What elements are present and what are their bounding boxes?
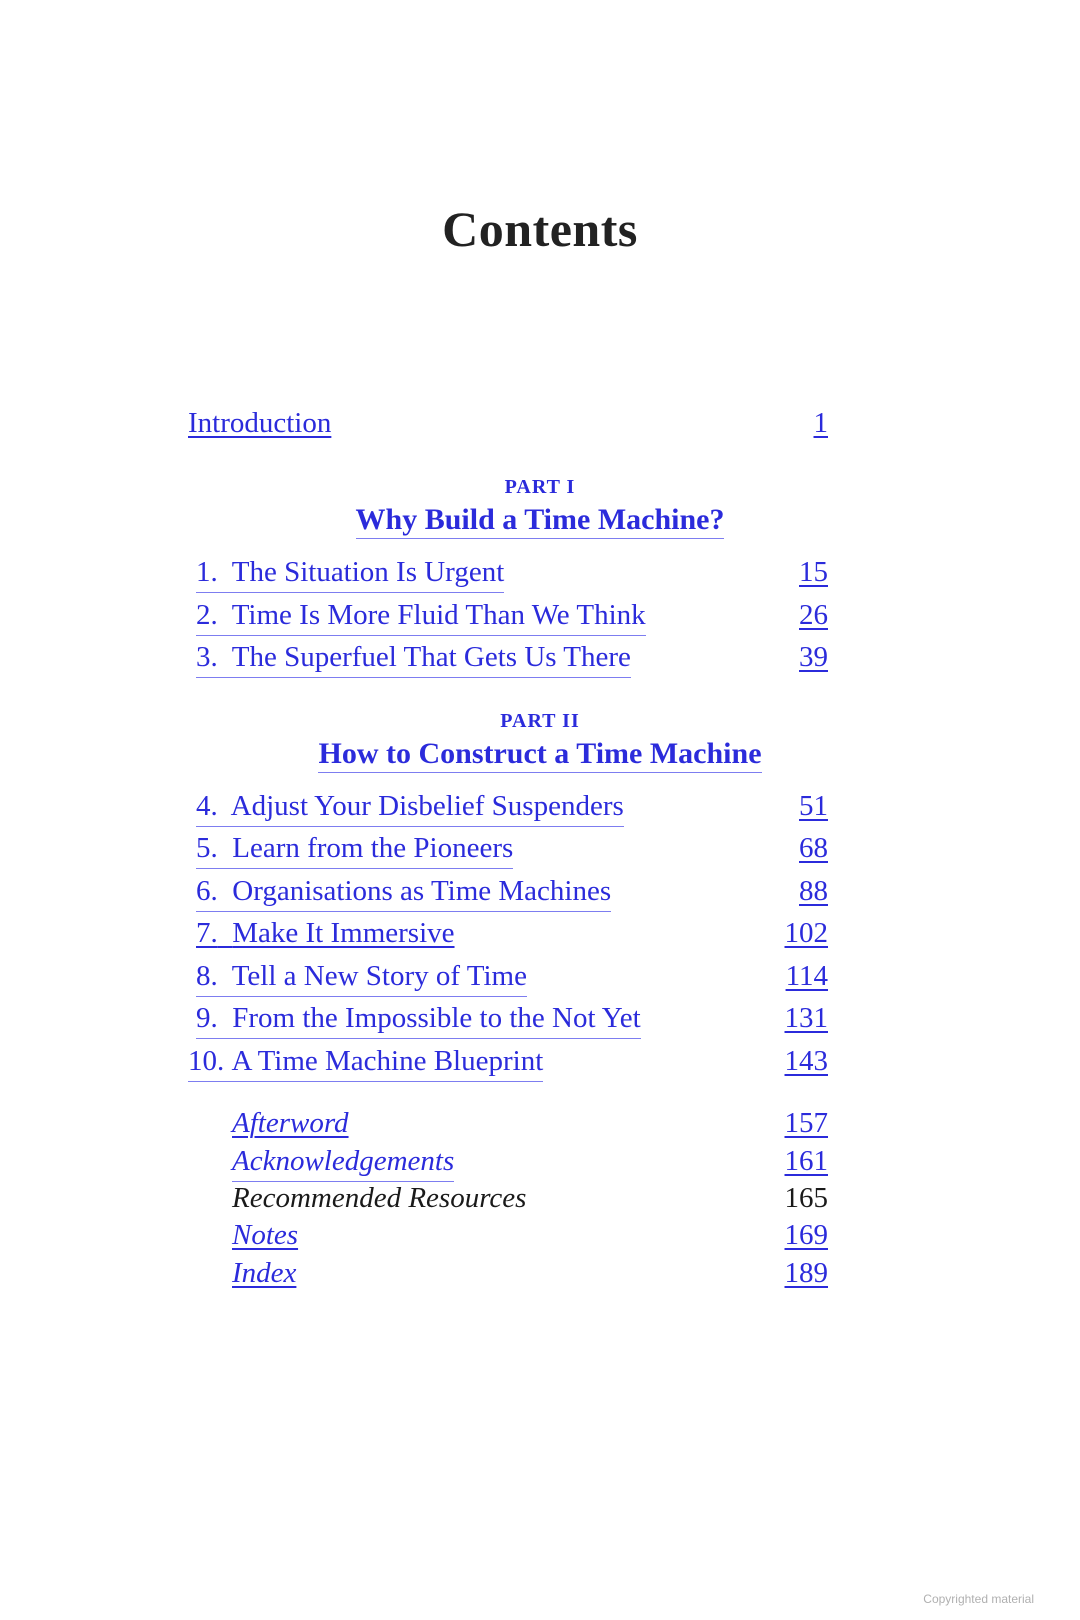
chapter-page-link[interactable]: 131 [784, 1002, 828, 1034]
part-label: PART II [500, 710, 580, 732]
toc-entry-chapter[interactable] [196, 872, 828, 910]
toc-entry-chapter[interactable] [196, 829, 828, 867]
chapter-link[interactable]: 6. Organisations as Time Machines [196, 872, 611, 912]
chapter-link[interactable]: 10. A Time Machine Blueprint [188, 1042, 543, 1082]
chapter-link[interactable]: 5. Learn from the Pioneers [196, 829, 513, 869]
toc-entry-chapter[interactable] [196, 638, 828, 676]
recommended-resources-page: 165 [784, 1182, 828, 1214]
index-link[interactable]: Index [232, 1257, 297, 1289]
toc-entry-introduction[interactable] [188, 404, 828, 442]
part-title[interactable] [0, 503, 1080, 537]
toc-entry-chapter[interactable] [196, 957, 828, 995]
chapter-page-link[interactable]: 114 [785, 960, 828, 992]
index-page-link[interactable]: 189 [784, 1257, 828, 1289]
notes-link[interactable]: Notes [232, 1219, 299, 1251]
chapter-link[interactable]: 2. Time Is More Fluid Than We Think [196, 596, 646, 636]
chapter-page-link[interactable]: 88 [799, 875, 828, 907]
recommended-resources-label: Recommended Resources [232, 1182, 527, 1214]
part-label: PART I [504, 476, 576, 498]
notes-page-link[interactable]: 169 [784, 1219, 828, 1251]
toc-entry-backmatter[interactable] [232, 1142, 828, 1180]
toc-entry-chapter[interactable] [196, 596, 828, 634]
toc-entry-chapter[interactable] [188, 1042, 828, 1080]
toc-entry-backmatter[interactable] [232, 1254, 828, 1292]
page-title: Contents [442, 201, 638, 257]
part-title-link[interactable]: Why Build a Time Machine? [356, 503, 725, 539]
chapter-page-link[interactable]: 68 [799, 832, 828, 864]
copyright-notice: Copyrighted material [923, 1592, 1034, 1606]
chapter-link[interactable]: 7. Make It Immersive [196, 917, 455, 949]
chapter-link[interactable]: 1. The Situation Is Urgent [196, 553, 504, 593]
chapter-link[interactable]: 4. Adjust Your Disbelief Suspenders [196, 787, 624, 827]
toc-entry-backmatter[interactable] [232, 1216, 828, 1254]
introduction-page-link[interactable]: 1 [813, 407, 828, 439]
chapter-page-link[interactable]: 102 [784, 917, 828, 949]
part-title-link[interactable]: How to Construct a Time Machine [318, 737, 761, 773]
afterword-link[interactable]: Afterword [232, 1107, 349, 1139]
chapter-page-link[interactable]: 51 [799, 790, 828, 822]
toc-entry-chapter[interactable] [196, 787, 828, 825]
toc-entry-chapter[interactable] [196, 553, 828, 591]
acknowledgements-link[interactable]: Acknowledgements [232, 1142, 454, 1182]
chapter-page-link[interactable]: 26 [799, 599, 828, 631]
acknowledgements-page-link[interactable]: 161 [784, 1145, 828, 1177]
chapter-link[interactable]: 8. Tell a New Story of Time [196, 957, 527, 997]
afterword-page-link[interactable]: 157 [784, 1107, 828, 1139]
chapter-page-link[interactable]: 39 [799, 641, 828, 673]
part-title[interactable] [0, 737, 1080, 771]
chapter-link[interactable]: 3. The Superfuel That Gets Us There [196, 638, 631, 678]
toc-entry-chapter[interactable] [196, 999, 828, 1037]
chapter-link[interactable]: 9. From the Impossible to the Not Yet [196, 999, 641, 1039]
toc-entry-backmatter[interactable] [232, 1104, 828, 1142]
introduction-link[interactable]: Introduction [188, 407, 332, 439]
chapter-page-link[interactable]: 15 [799, 556, 828, 588]
toc-entry-chapter[interactable] [196, 914, 828, 952]
chapter-page-link[interactable]: 143 [784, 1045, 828, 1077]
toc-entry-backmatter [232, 1179, 828, 1217]
